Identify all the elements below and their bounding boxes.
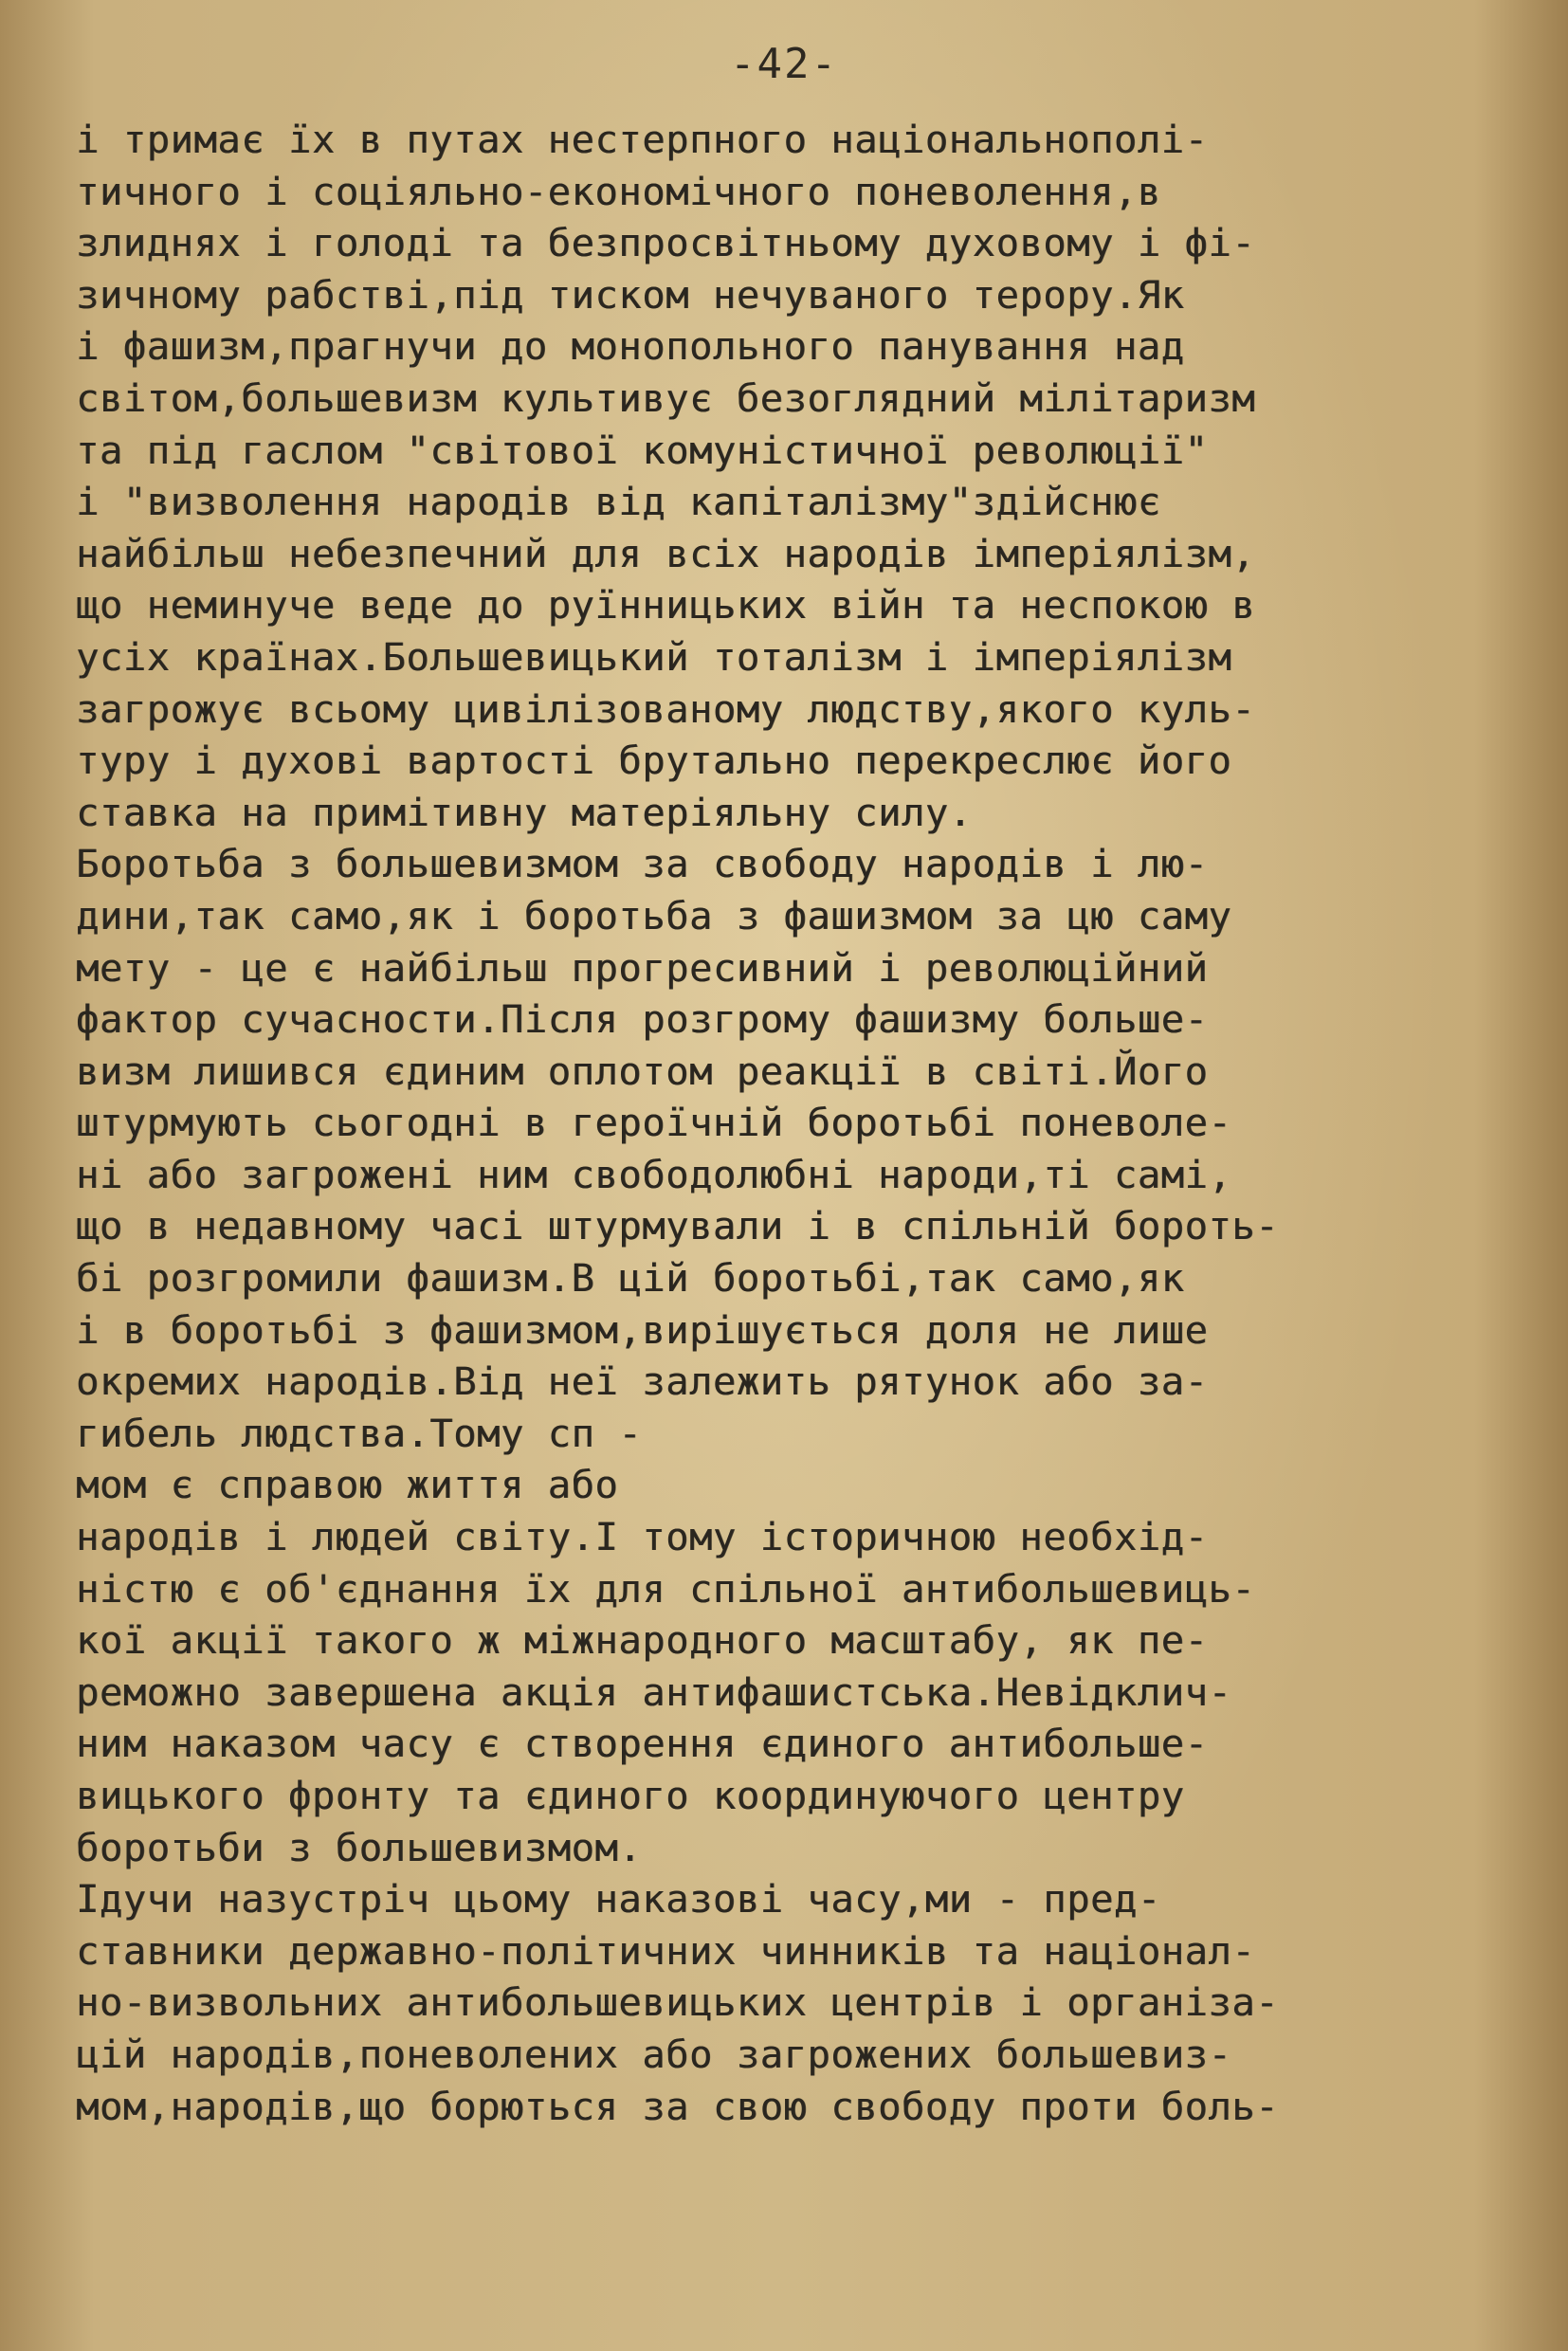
text-line: ставка на примітивну матеріяльну силу. bbox=[76, 789, 973, 835]
text-line: ставники державно-політичних чинників та націонал- bbox=[76, 1927, 1256, 1974]
text-line: загрожує всьому цивілізованому людству,якого куль- bbox=[76, 685, 1256, 732]
text-line: штурмують сьогодні в героїчній боротьбі поневоле- bbox=[76, 1100, 1232, 1146]
text-line: Боротьба з большевизмом за свободу народів і лю- bbox=[76, 841, 1209, 887]
text-line: і "визволення народів від капіталізму"здійснює bbox=[76, 479, 1161, 525]
text-line: вицького фронту та єдиного координуючого центру bbox=[76, 1773, 1185, 1818]
text-line: і фашизм,прагнучи до монопольного панування над bbox=[76, 323, 1185, 370]
text-line: фактор сучасности.Після розгрому фашизму больше- bbox=[76, 996, 1209, 1043]
text-line: мом є справою життя або bbox=[76, 1462, 619, 1508]
text-line: та під гаслом "світової комуністичної революції" bbox=[76, 427, 1209, 473]
text-line: окремих народів.Від неї залежить рятунок або за- bbox=[76, 1358, 1209, 1405]
text-line: тичного і соціяльно-економічного поневолення,в bbox=[76, 168, 1161, 214]
text-line: боротьби з большевизмом. bbox=[76, 1824, 643, 1870]
text-line: народів і людей світу.І тому історичною необхід- bbox=[76, 1514, 1209, 1560]
text-line: злиднях і голоді та безпросвітньому духовому і фі- bbox=[76, 220, 1256, 266]
text-line: усіх країнах.Большевицький тоталізм і імперіялізм bbox=[76, 633, 1232, 680]
page-number: -42- bbox=[730, 40, 838, 88]
text-line: що неминуче веде до руїнницьких війн та неспокою в bbox=[76, 582, 1256, 629]
text-line: ним наказом часу є створення єдиного антибольше- bbox=[76, 1721, 1209, 1767]
text-line: туру і духові вартості брутально перекреслює його bbox=[76, 738, 1232, 784]
text-line: гибель людства.Тому сп - bbox=[76, 1410, 643, 1456]
text-line: но-визвольних антибольшевицьких центрів і організа- bbox=[76, 1979, 1280, 2026]
text-line: що в недавному часі штурмували і в спільній бороть- bbox=[76, 1203, 1280, 1249]
text-line: цій народів,поневолених або загрожених большевиз- bbox=[76, 2031, 1232, 2077]
text-line: ністю є об'єднання їх для спільної антибольшевиць- bbox=[76, 1565, 1256, 1612]
document-body bbox=[76, 114, 1536, 2132]
text-line: бі розгромили фашизм.В цій боротьбі,так само,як bbox=[76, 1255, 1185, 1302]
text-line: кої акції такого ж міжнародного масштабу, як пе- bbox=[76, 1617, 1209, 1664]
text-line: Ідучи назустріч цьому наказові часу,ми - пред- bbox=[76, 1876, 1161, 1923]
text-line: дини,так само,як і боротьба з фашизмом за цю саму bbox=[76, 892, 1232, 939]
text-line: і в боротьбі з фашизмом,вирішується доля не лише bbox=[76, 1306, 1209, 1353]
text-line: світом,большевизм культивує безоглядний мілітаризм bbox=[76, 374, 1256, 421]
text-line: мету - це є найбільш прогресивний і революційний bbox=[76, 944, 1209, 991]
text-line: реможно завершена акція антифашистська.Невідклич- bbox=[76, 1668, 1232, 1715]
text-line: ні або загрожені ним свободолюбні народи,ті самі, bbox=[76, 1151, 1232, 1197]
text-line: зичному рабстві,під тиском нечуваного терору.Як bbox=[76, 271, 1185, 318]
text-line: визм лишився єдиним оплотом реакції в світі.Його bbox=[76, 1048, 1209, 1094]
text-line: мом,народів,що борються за свою свободу проти боль- bbox=[76, 2083, 1280, 2129]
text-line: і тримає їх в путах нестерпного національнополі- bbox=[76, 117, 1209, 162]
text-line: найбільш небезпечний для всіх народів імперіялізм, bbox=[76, 530, 1256, 576]
